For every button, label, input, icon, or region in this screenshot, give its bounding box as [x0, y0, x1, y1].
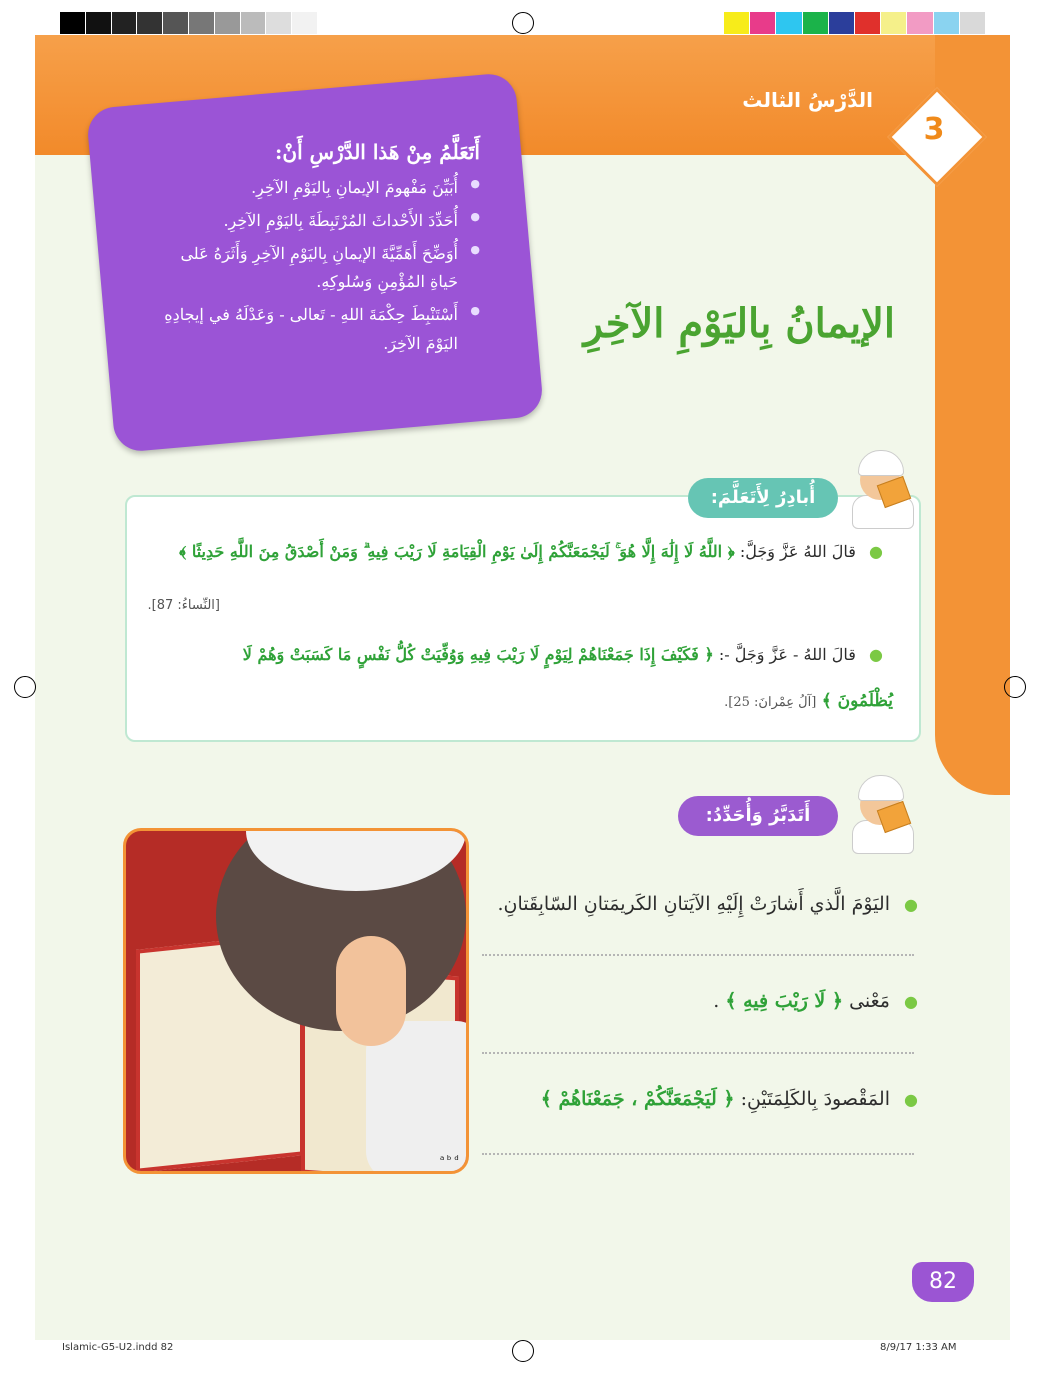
- bullet-icon: ●: [869, 542, 883, 561]
- bullet-icon: ●: [869, 645, 883, 664]
- verse-2-intro: قالَ اللهُ - عَزَّ وَجَلَّ -:: [718, 645, 856, 664]
- registration-crosshair-icon: [14, 676, 36, 698]
- verse-2-continuation: [393, 690, 893, 711]
- question-1: [488, 893, 918, 915]
- objectives-title: أَتَعَلَّمُ مِنْ هَذا الدَّرْسِ أَنْ:: [275, 140, 480, 164]
- student-writing-icon: [850, 765, 915, 850]
- question-3: [498, 1088, 918, 1110]
- registration-crosshair-icon: [512, 1340, 534, 1362]
- verse-2-reference: [آلُ عِمْرانَ: 25].: [724, 695, 817, 710]
- objective-item: ● أُبَيِّنَ مَفْهومَ الإيمانِ بِاليَوْمِ الآخِرِ.: [150, 174, 480, 203]
- artist-signature: ᵃᵇᵈ: [438, 1153, 460, 1167]
- learn-section-tab: أُبادِرُ لِأَتَعَلَّمَ:: [688, 478, 838, 518]
- page-number: 82: [912, 1262, 974, 1302]
- lesson-label: الدَّرْسُ الثالث: [742, 88, 873, 112]
- objective-item: ● أُحَدِّدَ الأَحْداثَ المُرْتَبِطَةَ بِاليَوْمِ الآخِرِ.: [150, 207, 480, 236]
- registration-crosshair-icon: [1004, 676, 1026, 698]
- verse-2-text: ﴿ فَكَيْفَ إِذَا جَمَعْنَاهُمْ لِيَوْمٍ لَا رَيْبَ فِيهِ وَوُفِّيَتْ كُلُّ نَفْسٍ مَا كَسَبَتْ وَهُمْ لَا: [242, 645, 714, 664]
- lesson-number: 3: [923, 112, 945, 147]
- question-1-text: اليَوْمَ الَّذي أَشارَتْ إِلَيْهِ الآيَتانِ الكَريمَتانِ السّابِقَتانِ.: [497, 893, 890, 915]
- reflect-section-tab: أَتَدَبَّرُ وَأُحَدِّدُ:: [678, 796, 838, 836]
- objectives-content: [150, 140, 480, 363]
- verse-1-intro: قالَ اللهُ عَزَّ وَجَلَّ:: [739, 542, 856, 561]
- answer-line-2[interactable]: [482, 1052, 914, 1054]
- verse-1-reference: [النِّساءُ: 87].: [147, 598, 220, 613]
- registration-crosshair-icon: [512, 12, 534, 34]
- bullet-icon: ●: [904, 895, 918, 914]
- verse-1-line: [123, 542, 883, 562]
- question-3-verse: ﴿ لَيَجْمَعَنَّكُمْ ، جَمَعْنَاهُمْ ﴾: [540, 1088, 735, 1110]
- color-registration-bar: [724, 12, 986, 34]
- question-2-verse: ﴿ لَا رَيْبَ فِيهِ ﴾: [725, 990, 844, 1012]
- student-reading-icon: [850, 440, 915, 525]
- lesson-title: الإيمانُ بِاليَوْمِ الآخِرِ: [583, 300, 895, 347]
- answer-line-1[interactable]: [482, 954, 914, 956]
- question-2-dots: .: [713, 990, 720, 1012]
- verse-2-text-cont: يُظْلَمُونَ ﴾: [821, 691, 893, 711]
- verse-2-line: [123, 645, 883, 664]
- question-2: [498, 990, 918, 1012]
- bullet-icon: ●: [904, 1090, 918, 1109]
- grayscale-registration-bar: [60, 12, 318, 34]
- question-2-label: مَعْنى: [849, 990, 890, 1012]
- verse-1-text: ﴿ اللَّهُ لَا إِلَٰهَ إِلَّا هُوَ ۚ لَيَجْمَعَنَّكُمْ إِلَىٰ يَوْمِ الْقِيَامَةِ لَا رَيْبَ فِيهِ ۗ وَمَنْ أَصْدَقُ مِنَ اللَّهِ حَدِيثًا ﴾: [179, 542, 735, 561]
- answer-line-3[interactable]: [482, 1153, 914, 1155]
- footer-file-name: Islamic-G5-U2.indd 82: [62, 1342, 174, 1353]
- bullet-icon: ●: [904, 992, 918, 1011]
- question-3-label: المَقْصودَ بِالكَلِمَتَيْنِ:: [740, 1088, 890, 1110]
- footer-date: 8/9/17 1:33 AM: [880, 1342, 957, 1353]
- objective-item: ● أُوَضِّحَ أَهَمِّيَّةَ الإيمانِ بِاليَوْمِ الآخِرِ وَأَثَرَهُ عَلى حَياةِ المُؤْمِنِ وَسُلوكِهِ.: [150, 240, 480, 298]
- boy-reading-quran-illustration: [123, 828, 469, 1174]
- objective-item: ● أَسْتَنْبِطَ حِكْمَةَ اللهِ - تَعالى - وَعَدْلَهُ في إيجادِهِ اليَوْمَ الآخِرَ.: [150, 301, 480, 359]
